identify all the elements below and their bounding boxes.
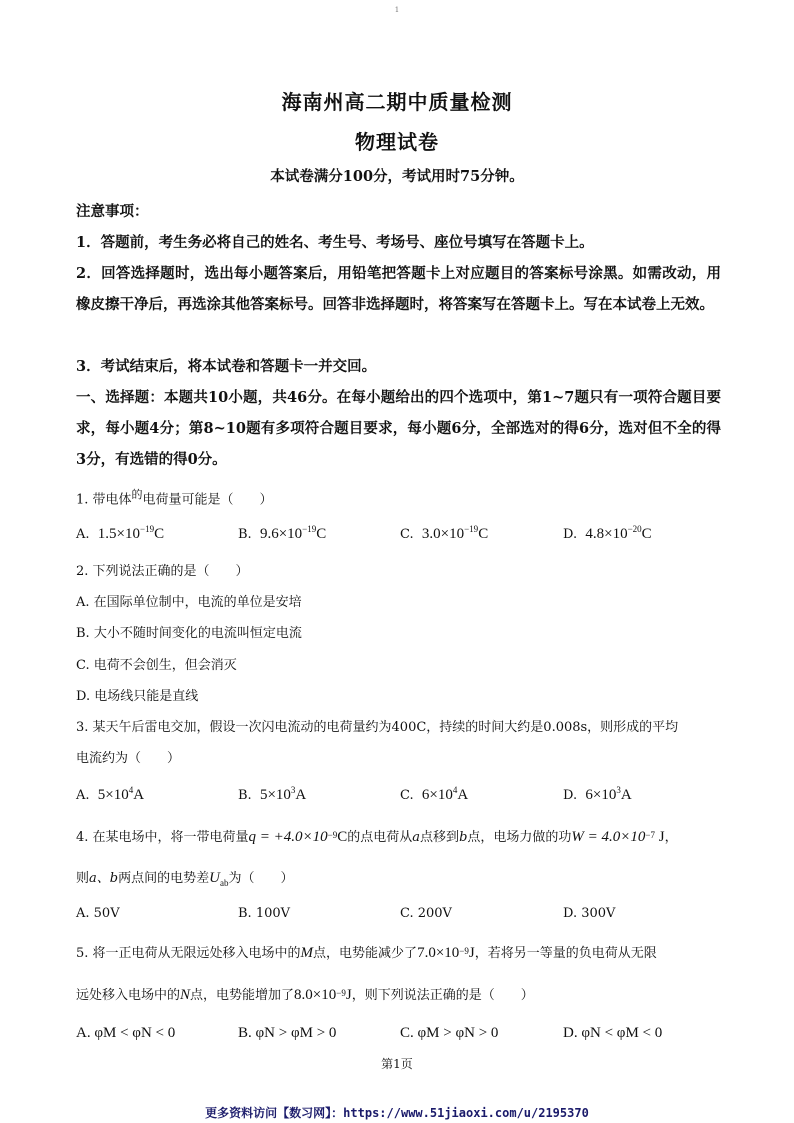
question-3-option-d: D. $6\times 10^3A$ [563,785,632,803]
question-4-option-a: A. 50V [76,906,120,921]
question-3-option-b: B. $5\times 10^3A$ [238,785,307,803]
question-3-option-c: C. $6\times 10^4A$ [400,785,469,803]
question-4-option-b: B. 100V [238,906,291,921]
question-1-option-d: D. $4.8\times 10^{-20}C$ [563,524,652,542]
question-5-stem-line2: 远处移入电场中的N点，电势能增加了$8.0\times 10^{-9}J$，则下列说法正确的是（ ） [76,987,534,1003]
question-4-option-d: D. 300V [563,906,616,921]
exam-subtitle: 物理试卷 [355,130,439,154]
question-5-option-c: C. φM > φN > 0 [400,1025,499,1041]
question-3-option-a: A. $5\times 10^4A$ [76,785,145,803]
question-2-option-a: A. 在国际单位制中，电流的单位是安培 [76,595,302,610]
question-4-stem-line1: 4. 在某电场中，将一带电荷量$q = +4.0\times 10^{-9}C$的点电荷从a点移到b点，电场力做的功$W = 4.0\times 10^{-7}$ J， [76,829,678,845]
question-2-option-c: C. 电荷不会创生，但会消灭 [76,658,237,673]
notice-heading: 注意事项： [76,203,149,220]
question-1-option-c: C. $3.0\times 10^{-19}C$ [400,524,489,542]
notice-2: 2．回答选择题时，选出每小题答案后，用铅笔把答题卡上对应题目的答案标号涂黑。如需改动，用橡皮擦干净后，再选涂其他答案标号。回答非选择题时，将答案写在答题卡上。写在本试卷上无效。 [76,265,721,313]
question-3-stem-line1: 3. 某天午后雷电交加，假设一次闪电流动的电荷量约为400C，持续的时间大约是0.008s，则形成的平均 [76,720,679,735]
footer-link[interactable]: 更多资料访问【数习网】：https://www.51jiaoxi.com/u/2195370 [205,1106,589,1120]
question-5-option-a: A. φM < φN < 0 [76,1025,176,1041]
page-number: 第1页 [381,1057,413,1071]
exam-title: 海南州高二期中质量检测 [281,90,513,114]
page-top-mark: 1 [394,6,400,14]
question-2-option-b: B. 大小不随时间变化的电流叫恒定电流 [76,626,302,641]
question-1-option-a: A. $1.5\times 10^{-19}C$ [76,524,165,542]
question-5-option-b: B. φN > φM > 0 [238,1025,337,1041]
question-4-option-c: C. 200V [400,906,452,921]
section-1-instructions: 一、选择题：本题共10小题，共46分。在每小题给出的四个选项中，第1~7题只有一项符合题目要求，每小题4分；第8~10题有多项符合题目要求，每小题6分，全部选对的得6分，选对但不全的得3分，有选错的得0分。 [76,389,721,468]
question-3-stem-line2: 电流约为（ ） [76,751,181,766]
question-2-option-d: D. 电场线只能是直线 [76,689,199,704]
exam-info: 本试卷满分100分，考试用时75分钟。 [270,168,524,185]
question-5-option-d: D. φN < φM < 0 [563,1025,663,1041]
question-5-stem-line1: 5. 将一正电荷从无限远处移入电场中的M点，电势能减少了$7.0\times 10^{-9}J$，若将另一等量的负电荷从无限 [76,945,657,961]
notice-1: 1．答题前，考生务必将自己的姓名、考生号、考场号、座位号填写在答题卡上。 [76,234,594,251]
question-1-stem: 1. 带电体$^的$电荷量可能是（ ） [76,488,273,508]
question-4-stem-line2: 则a、b两点间的电势差$U_{ab}$为（ ） [76,870,294,888]
question-1-option-b: B. $9.6\times 10^{-19}C$ [238,524,327,542]
question-2-stem: 2. 下列说法正确的是（ ） [76,564,249,579]
notice-3: 3．考试结束后，将本试卷和答题卡一并交回。 [76,358,377,375]
